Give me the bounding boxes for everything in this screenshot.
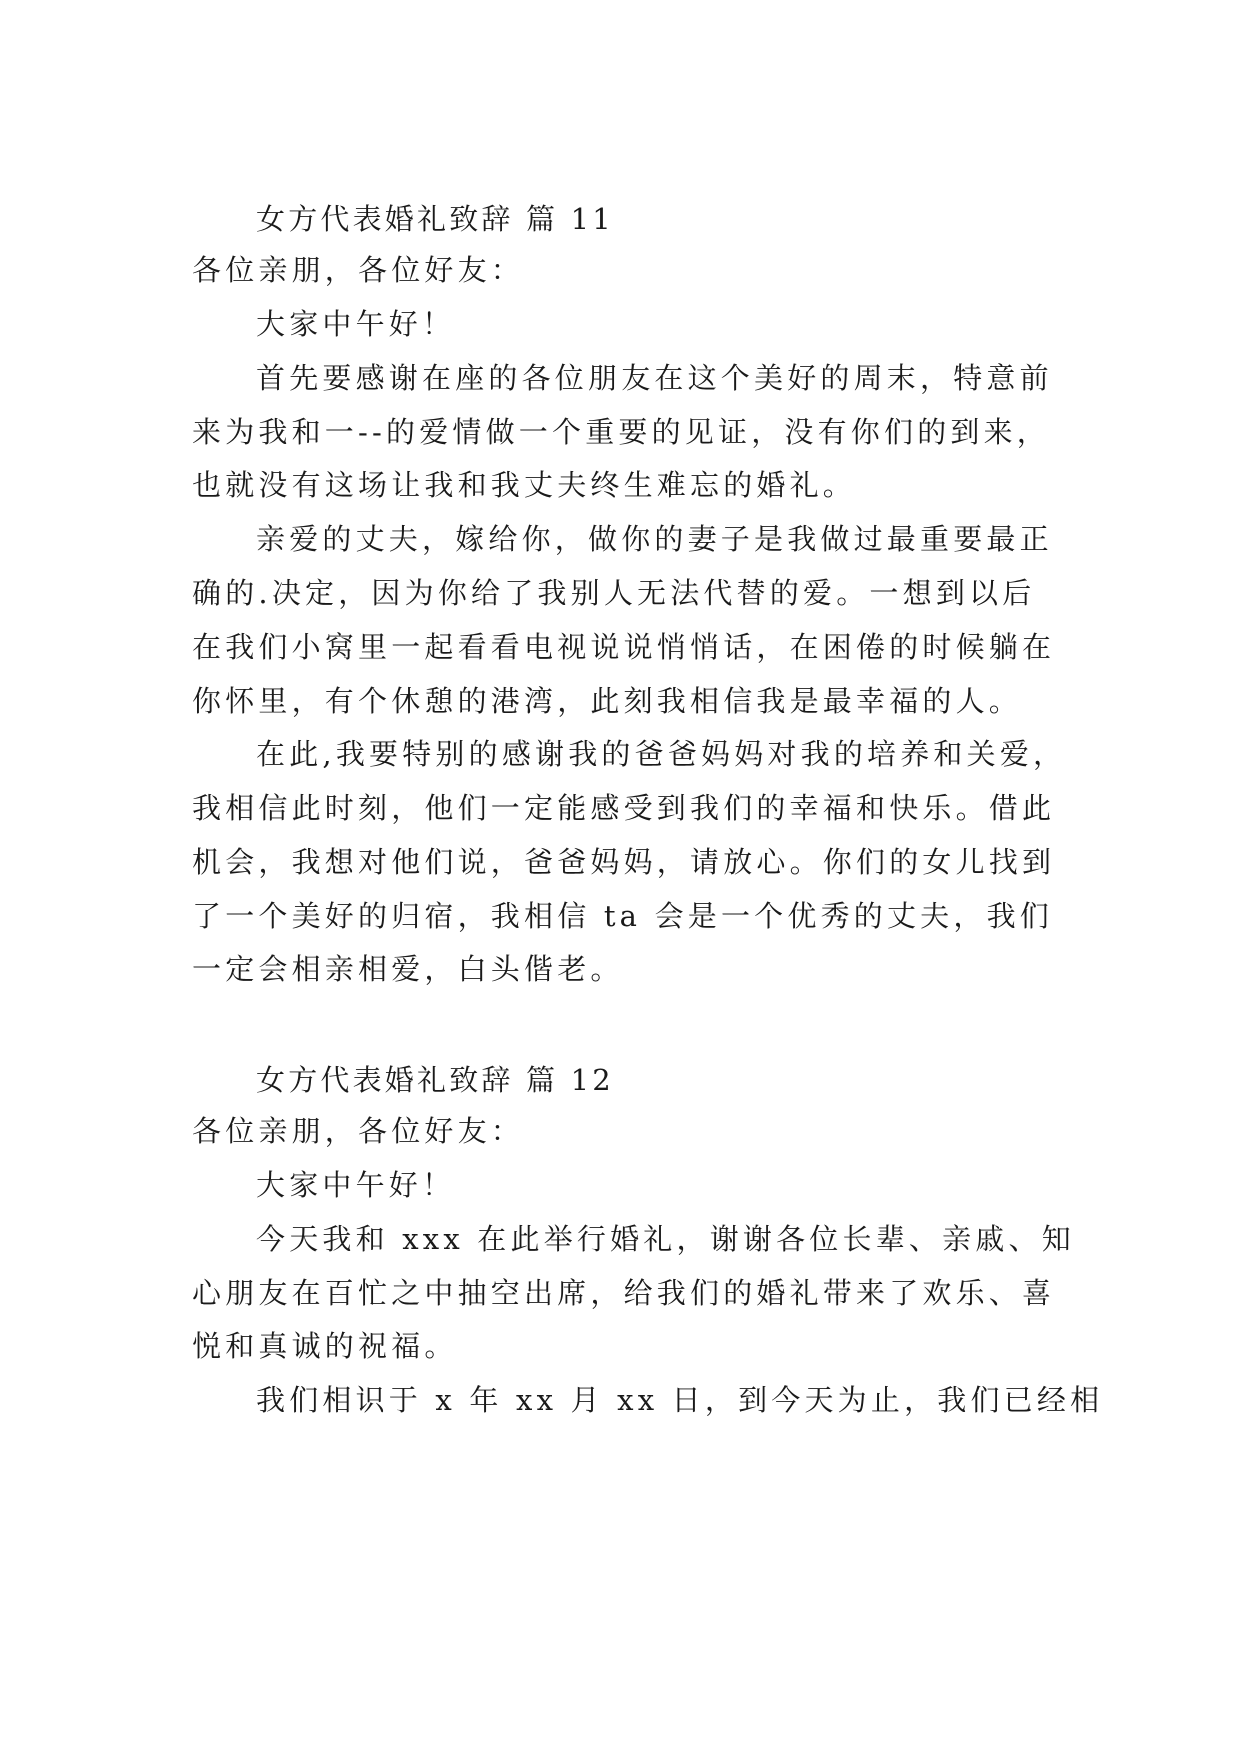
salutation: 各位亲朋，各位好友： — [192, 253, 525, 287]
salutation: 各位亲朋，各位好友： — [192, 1114, 525, 1148]
paragraph-line: 我们相识于 x 年 xx 月 xx 日，到今天为止，我们已经相 — [256, 1383, 1104, 1417]
paragraph-line: 了一个美好的归宿，我相信 ta 会是一个优秀的丈夫，我们 — [192, 899, 1053, 933]
paragraph-line: 也就没有这场让我和我丈夫终生难忘的婚礼。 — [192, 468, 857, 502]
paragraph-line: 你怀里，有个休憩的港湾，此刻我相信我是最幸福的人。 — [192, 684, 1023, 718]
paragraph-line: 在此,我要特别的感谢我的爸爸妈妈对我的培养和关爱， — [256, 737, 1067, 771]
paragraph-line: 悦和真诚的祝福。 — [192, 1329, 458, 1363]
paragraph-line: 在我们小窝里一起看看电视说说悄悄话，在困倦的时候躺在 — [192, 630, 1056, 664]
paragraph-line: 确的.决定，因为你给了我别人无法代替的爱。一想到以后 — [192, 576, 1036, 610]
paragraph-line: 来为我和一--的爱情做一个重要的见证，没有你们的到来， — [192, 415, 1050, 449]
paragraph-line: 心朋友在百忙之中抽空出席，给我们的婚礼带来了欢乐、喜 — [192, 1276, 1056, 1310]
section-title: 女方代表婚礼致辞 篇 12 — [256, 1063, 614, 1097]
paragraph-line: 首先要感谢在座的各位朋友在这个美好的周末，特意前 — [256, 361, 1053, 395]
paragraph-line: 一定会相亲相爱，白头偕老。 — [192, 952, 624, 986]
paragraph-line: 亲爱的丈夫，嫁给你，做你的妻子是我做过最重要最正 — [256, 522, 1053, 556]
greeting: 大家中午好！ — [256, 1168, 456, 1202]
section-title: 女方代表婚礼致辞 篇 11 — [256, 202, 614, 236]
greeting: 大家中午好！ — [256, 307, 456, 341]
paragraph-line: 我相信此时刻，他们一定能感受到我们的幸福和快乐。借此 — [192, 791, 1056, 825]
paragraph-line: 机会，我想对他们说，爸爸妈妈，请放心。你们的女儿找到 — [192, 845, 1056, 879]
paragraph-line: 今天我和 xxx 在此举行婚礼，谢谢各位长辈、亲戚、知 — [256, 1222, 1075, 1256]
